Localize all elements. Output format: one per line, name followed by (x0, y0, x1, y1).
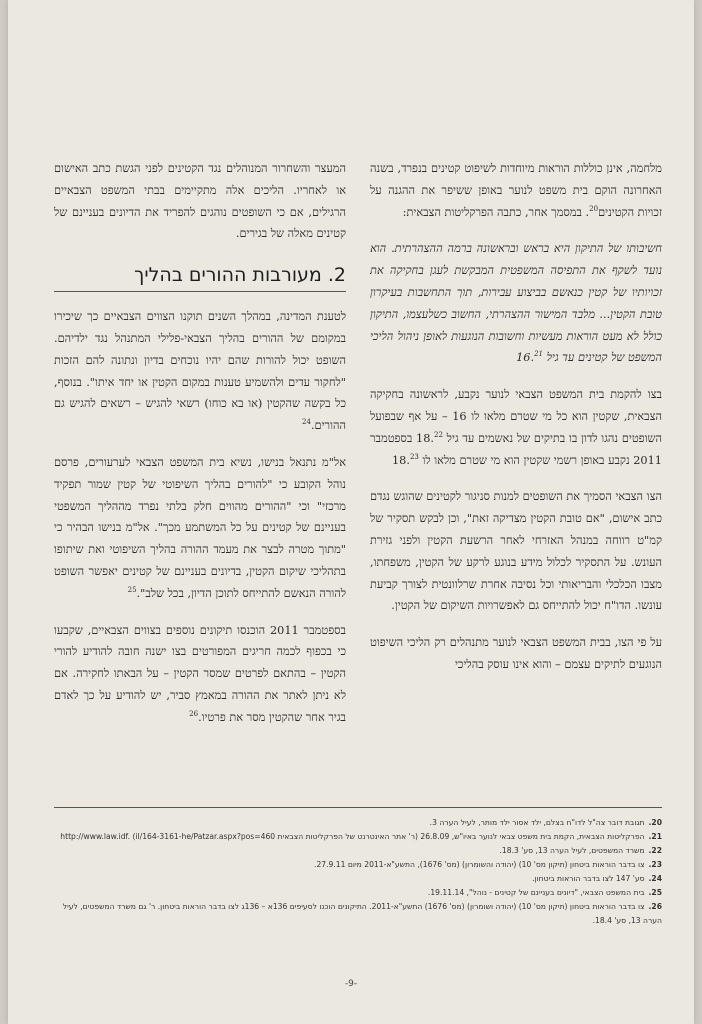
footnote: 23.צו בדבר הוראות ביטחון (תיקון מס' 10) (יהודה והשומרון) (מס' 1676), התשע"א-2011 מיום 27.9.11. (314, 860, 662, 869)
section-heading: 2. מעורבות ההורים בהליך (54, 260, 346, 292)
footnote-ref[interactable]: 26 (189, 709, 199, 718)
footnote-divider (54, 807, 662, 808)
paragraph: הצו הצבאי הסמיך את השופטים למנות סניגור לקטינים שהוגש נגדם כתב אישום, "אם טובת הקטין מצדיקה זאת", וכן לבקש תסקיר של קמ"ט רווחה במנהל האזרחי לאחר הרשעת הקטין ולפני גזירת העונש. על התסקיר לכלול מידע בנוגע לרקע של הקטין, משפחתו, מצבו הכלכלי והבריאותי וכל נסיבה אחרת שרלוונטית לצורך קביעת עונשו. הדו"ח יכול להתייחס גם לאפשרויות השיקום של הקטין. (370, 490, 662, 613)
footnote: 24.סע' 147 לצו בדבר הוראות ביטחון. (532, 874, 662, 883)
paragraph: בספטמבר 2011 הוכנסו תיקונים נוספים בצווים הצבאיים, שקבעו כי בכפוף לכמה חריגים המפורטים בצו ישנה חובה להודיע להורי הקטין – בהתאם לפרטים שמסר הקטין – על הבאתו לחקירה. אם לא ניתן לאתר את ההורה במאמץ סביר, יש להודיע על כך לאדם בגיר אחר שהקטין מסר את פרטיו.$^{26}$ (54, 623, 346, 724)
paragraph: לטענת המדינה, במהלך השנים תוקנו הצווים הצבאיים כך שיכירו במקומם של ההורים בהליך הצבאי-פלילי המתנהל נגד ילדיהם. השופט יכול להורות שהם יהיו נוכחים בדיון ונתונה להם הזכות "לחקור עדים ולהשמיע טענות במקום הקטין או יחד איתו". בנוסף, כל בקשה שהקטין (או בא כוחו) רשאי להגיש – רשאים להגיש גם ההורים.$^{24}$ (54, 310, 346, 433)
footnote-ref[interactable]: 21 (534, 350, 543, 359)
right-column (370, 158, 662, 691)
paragraph: בצו להקמת בית המשפט הצבאי לנוער נקבע, לראשונה בחקיקה הצבאית, שקטין הוא כל מי שטרם מלאו לו 16 – על אף שבפועל השופטים נהגו לדון בו בתיקים של נאשמים עד גיל 18.22 בספטמבר 2011 נקבע באופן רשמי שקטין הוא מי שטרם מלאו לו 18.23 (370, 388, 662, 467)
footnote-ref[interactable]: 22 (434, 431, 443, 439)
document-page (8, 0, 694, 1024)
footnotes (54, 816, 662, 928)
footnote: 21.הפרקליטות הצבאית, הקמת בית משפט צבאי לנוער באיו"ש, 26.8.09 (ר' אתר האינטרנט של הפרקליטות הצבאית http://www.law.idf. (il/164-3161-he/Patzar.aspx?pos=460 (60, 832, 662, 841)
footnote: 25.בית המשפט הצבאי, "דיונים בעניינם של קטינים - נוהל", 19.11.14. (427, 888, 662, 897)
paragraph: על פי הצו, בבית המשפט הצבאי לנוער מתנהלים רק הליכי השיפוט הנוגעים לתיקים עצמם – והוא אינו עוסק בהליכי (370, 636, 662, 671)
footnote-ref[interactable]: 25 (127, 585, 137, 594)
footnote: 26.צו בדבר הוראות ביטחון (תיקון מס' 10) (יהודה ושומרון) (מס' 1676) התשע"א-2011. התיקונים הוכנו לסעיפים 136א – 136ג לצו בדבר הוראות ביטחון. ר' גם משרד המשפטים, לעיל הערה 13, סע' 18.4. (62, 902, 662, 925)
page-number: -9- (344, 979, 358, 989)
paragraph: מלחמה, אינן כוללות הוראות מיוחדות לשיפוט קטינים בנפרד, בשנה האחרונה הוקם בית משפט לנוער באופן ששיפר את ההגנה על זכויות הקטינים$^{20}$. במסמך אחר, כתבה הפרקליטות הצבאית: (370, 162, 662, 219)
block-quote: חשיבותו של התיקון היא בראש ובראשונה ברמה ההצהרתית. הוא נועד לשקף את התפיסה המשפטית המבקשת לעגן בחקיקה את זכויותיו של קטין כנאשם בביצוע עבירות, תוך התחשבות בעיקרון טובת הקטין... מלבד המישור ההצהרתי, החשוב כשלעצמו, התיקון כולל לא מעט הוראות מעשיות וחשובות הנוגעות לאופן ניהול הליכי המשפט של קטינים עד גיל 16.21 (370, 242, 662, 365)
footnote: 22.משרד המשפטים, לעיל הערה 13, סע' 18.3. (499, 846, 662, 855)
footnote-ref[interactable]: 24 (302, 418, 311, 427)
left-column (54, 158, 346, 744)
footnote-ref[interactable]: 23 (409, 452, 419, 461)
footnote: 20.תגובת דובר צה"ל לדו"ח בצלם, ילד אסור ילד מותר, לעיל הערה 3. (429, 818, 662, 827)
paragraph: המעצר והשחרור המנוהלים נגד הקטינים לפני הגשת כתב האישום או לאחריו. הליכים אלה מתקיימים בבתי המשפט הצבאיים הרגילים, אם כי השופטים נוהגים להפריד את הדיונים בעניינם של קטינים מאלה של בגירים. (54, 162, 346, 241)
footnote-ref[interactable]: 20 (589, 204, 599, 213)
paragraph: אל"מ נתנאל בנישו, נשיא בית המשפט הצבאי לערעורים, פרסם נוהל הקובע כי "להורים בהליך השיפוטי של קטין שמור תפקיד מרכזי" וכי "ההורים מהווים חלק בלתי נפרד מההליך המשפטי בעניינם של קטינים על כל המשתמע מכך". אל"מ בנישו הבהיר כי "מתוך מטרה לבצר את מעמד ההורה בהליך השיפוטי ואת שיתופו בתהליכי שיקום הקטין, בדיונים בעניינם של קטינים יאפשר השופט להורה הנאשם להתייחס לתוכן הדיון, בכל שלב".$^{25}$ (54, 455, 346, 600)
